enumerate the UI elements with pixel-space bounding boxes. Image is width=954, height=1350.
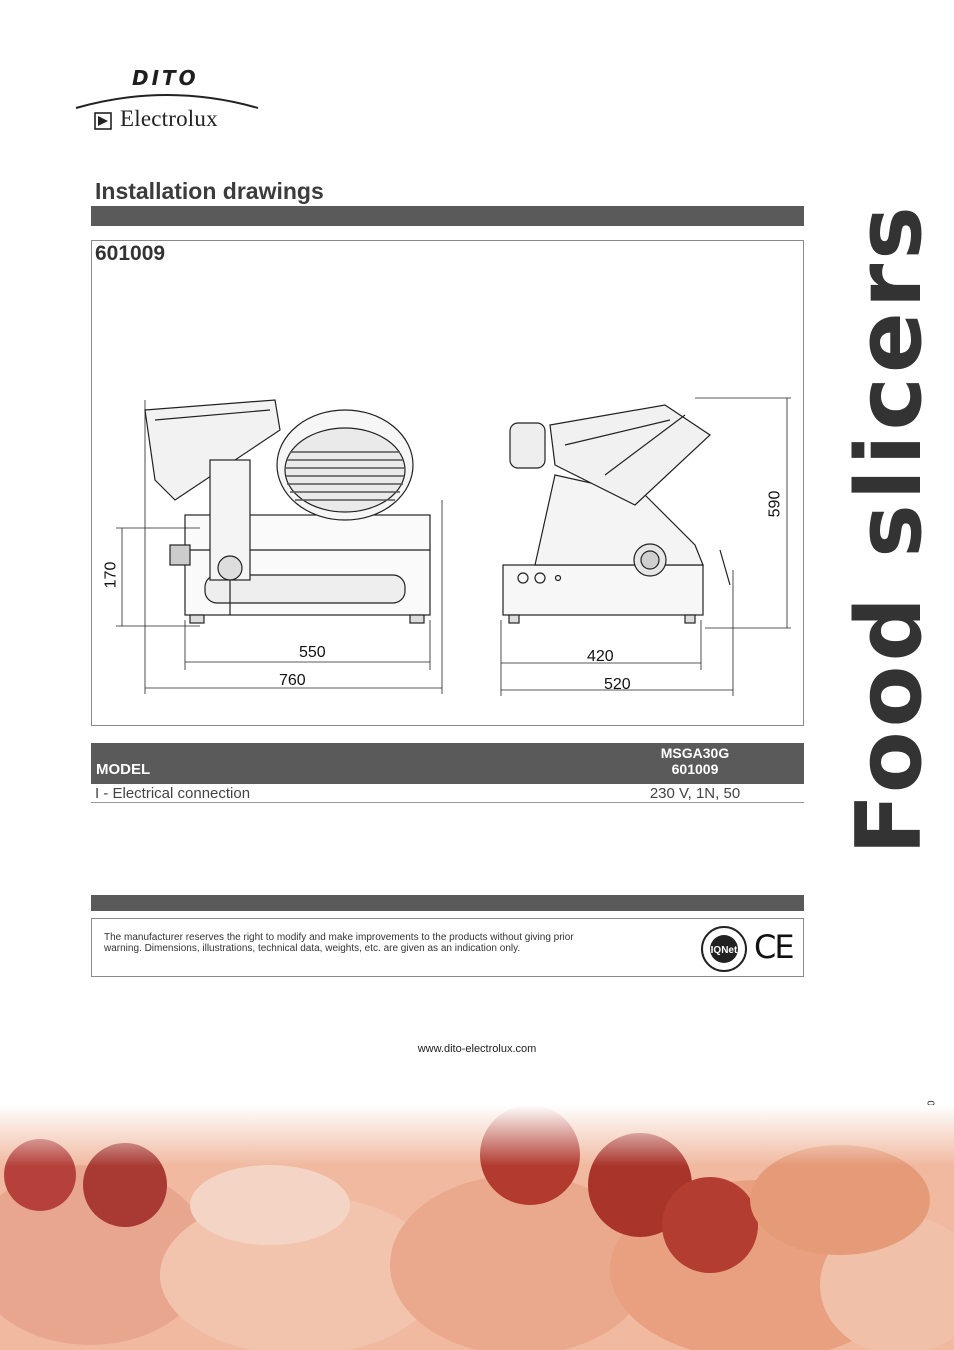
website-link[interactable]: www.dito-electrolux.com (417, 1043, 537, 1055)
model-label: MODEL (96, 761, 151, 778)
model-name-cell (630, 745, 760, 777)
dimension-420: 420 (587, 648, 614, 665)
dito-logo: DITO (132, 66, 199, 90)
vertical-title: Food slicers (837, 202, 942, 855)
front-dimension-lines (110, 380, 460, 700)
side-dimension-lines (495, 390, 795, 700)
dimension-520: 520 (604, 676, 631, 693)
disclaimer-text: The manufacturer reserves the right to modify and make improvements to the products without giving prior warning. Dimensions, illustrations, technical data, weights, etc. are given as an indication only. (104, 932, 574, 954)
electrolux-logo-text: Electrolux (120, 106, 218, 131)
model-code: 601009 (671, 761, 719, 777)
section-title: Installation drawings (95, 178, 324, 204)
drawing-code: 601009 (95, 242, 166, 265)
table-row-label: I - Electrical connection (95, 785, 251, 802)
iqnet-certification-icon (700, 925, 748, 973)
food-photo-strip (0, 1105, 954, 1350)
table-row-divider (91, 802, 804, 803)
model-name: MSGA30G (660, 745, 730, 761)
dimension-590: 590 (766, 490, 784, 518)
ce-mark-icon: CE (754, 928, 793, 966)
table-row-value: 230 V, 1N, 50 (649, 785, 741, 802)
dimension-760: 760 (279, 672, 306, 689)
title-bar (91, 206, 804, 226)
dimension-170: 170 (102, 561, 120, 589)
footer-bar (91, 895, 804, 911)
dimension-550: 550 (299, 644, 326, 661)
iqnet-label: IQNet (710, 945, 738, 956)
electrolux-logo-icon (94, 112, 112, 130)
